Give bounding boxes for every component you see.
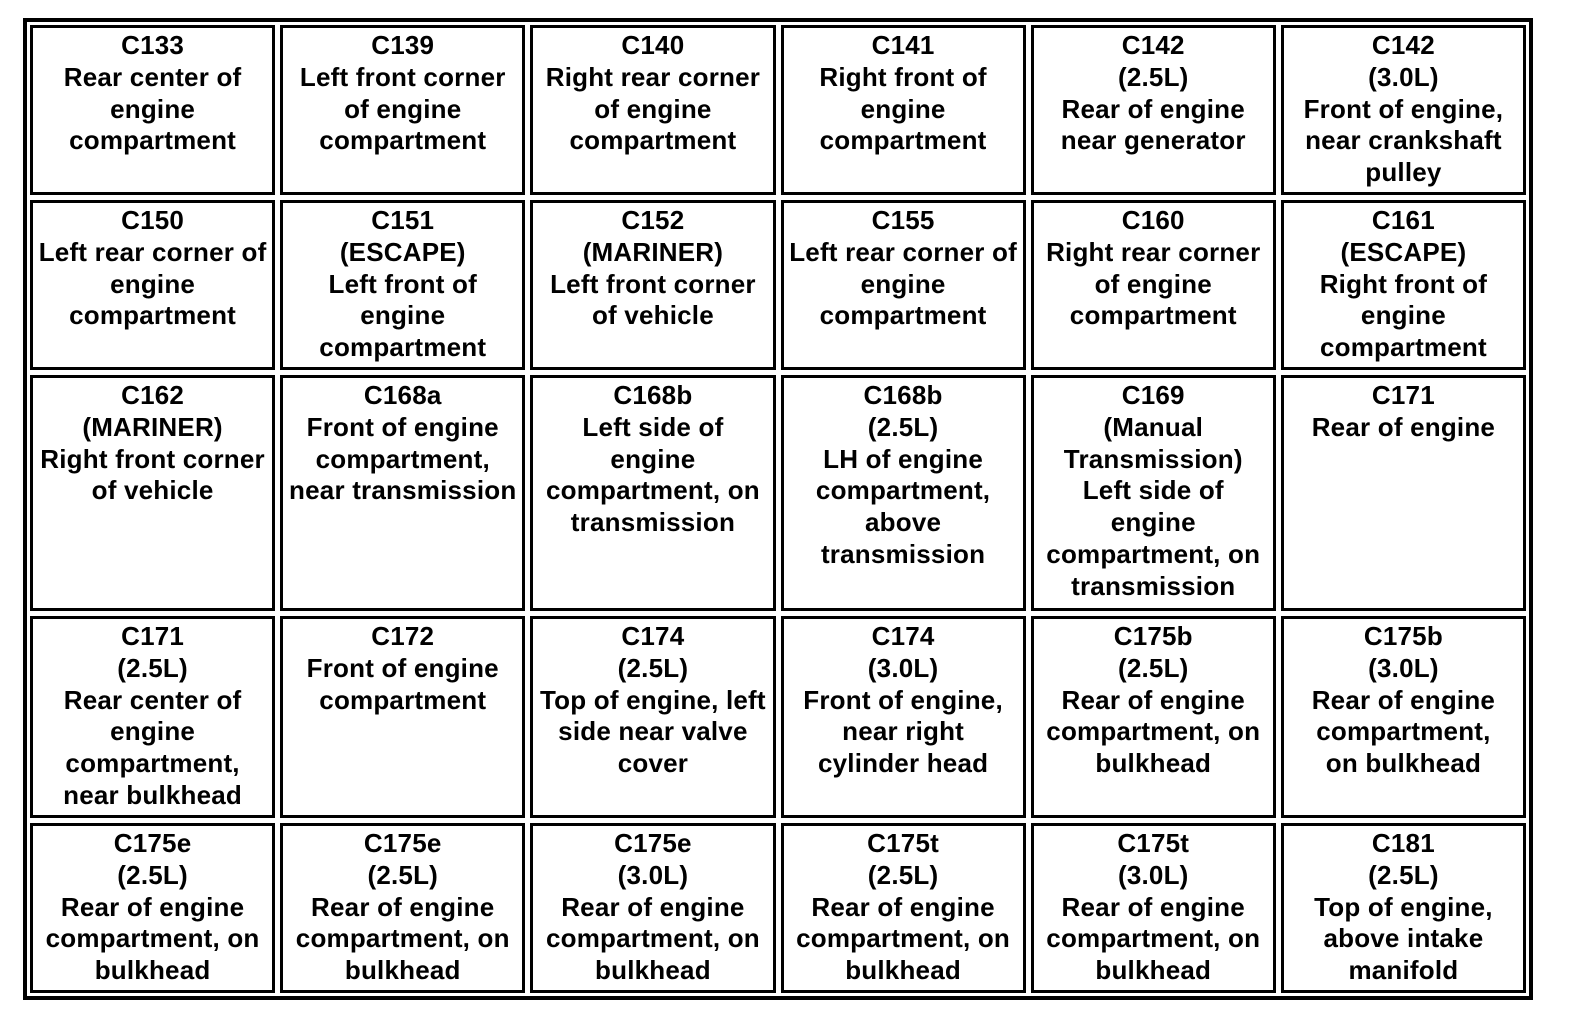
connector-id: C174 (871, 621, 935, 651)
connector-location-line: near crankshaft (1305, 125, 1502, 156)
connector-location-line: bulkhead (94, 955, 211, 986)
connector-location-line: (ESCAPE) (339, 236, 466, 267)
connector-location-line: bulkhead (845, 955, 961, 986)
connector-location-line: compartment (319, 684, 487, 715)
connector-location-line: engine (860, 268, 946, 299)
connector-location-line: (2.5L) (1117, 61, 1189, 92)
connector-cell (781, 616, 1026, 818)
connector-cell (781, 375, 1026, 611)
connector-location-line: Right rear corner (545, 61, 761, 92)
connector-location-line: (3.0L) (617, 859, 689, 890)
connector-location-line: Rear of engine (311, 891, 495, 922)
connector-location-line: Front of engine (306, 652, 499, 683)
connector-id: C139 (371, 30, 435, 60)
connector-cell (1031, 823, 1276, 993)
connector-id: C175e (363, 828, 442, 858)
connector-location-line: side near valve (558, 716, 748, 747)
connector-id: C140 (621, 30, 685, 60)
connector-id: C161 (1371, 205, 1435, 235)
connector-cell (781, 200, 1026, 370)
connector-location-line: Rear of engine (561, 891, 745, 922)
connector-location-line: manifold (1348, 955, 1459, 986)
connector-location-line: (3.0L) (1117, 859, 1189, 890)
connector-cell (30, 200, 275, 370)
connector-location-line: Front of engine, (1303, 93, 1504, 124)
connector-location-line: cylinder head (817, 748, 989, 779)
connector-cell (1281, 375, 1526, 611)
connector-location-line: near right (842, 716, 965, 747)
connector-cell (1281, 823, 1526, 993)
connector-location-line: Right front of (1319, 268, 1488, 299)
connector-location-line: compartment (569, 125, 737, 156)
connector-location-line: compartment (319, 332, 487, 363)
connector-location-line: (2.5L) (117, 859, 188, 890)
connector-location-line: engine (360, 300, 446, 331)
connector-location-line: engine (110, 716, 196, 747)
connector-cell (280, 823, 525, 993)
connector-location-line: Rear of engine (1061, 891, 1245, 922)
connector-location-line: (ESCAPE) (1340, 236, 1467, 267)
connector-location-line: (2.5L) (367, 859, 439, 890)
connector-location-line: Right front corner (40, 443, 265, 474)
connector-cell (30, 25, 275, 195)
connector-location-line: (2.5L) (867, 411, 939, 442)
connector-id: C175b (1113, 621, 1193, 651)
connector-location-line: compartment (319, 125, 487, 156)
connector-location-line: of vehicle (591, 300, 714, 331)
connector-location-line: engine (110, 268, 196, 299)
connector-id: C168a (363, 380, 442, 410)
connector-location-line: bulkhead (1095, 748, 1212, 779)
connector-id: C142 (1371, 30, 1435, 60)
connector-location-line: bulkhead (1095, 955, 1212, 986)
connector-location-line: (3.0L) (867, 652, 939, 683)
connector-location-line: Top of engine, left (540, 684, 766, 715)
connector-cell (30, 375, 275, 611)
connector-cell (781, 823, 1026, 993)
connector-location-line: Rear of engine (1061, 684, 1245, 715)
connector-cell (530, 375, 775, 611)
connector-id: C160 (1121, 205, 1185, 235)
connector-location-line: (2.5L) (117, 652, 188, 683)
connector-location-line: Left front corner (550, 268, 756, 299)
connector-id: C175e (614, 828, 692, 858)
connector-location-line: engine (610, 443, 696, 474)
connector-id: C162 (121, 380, 185, 410)
connector-id: C169 (1121, 380, 1185, 410)
connector-location-line: (2.5L) (1368, 859, 1439, 890)
connector-location-line: (3.0L) (1368, 61, 1439, 92)
connector-location-line: above intake (1323, 923, 1484, 954)
connector-location-line: on bulkhead (1325, 748, 1482, 779)
connector-id: C172 (371, 621, 435, 651)
connector-location-line: (MARINER) (82, 411, 223, 442)
connector-location-line: Rear of engine (811, 891, 995, 922)
connector-id: C171 (121, 621, 185, 651)
connector-location-line: Front of engine, (803, 684, 1003, 715)
connector-cell (280, 25, 525, 195)
connector-id: C151 (371, 205, 435, 235)
connector-location-line: of vehicle (91, 475, 214, 506)
connector-location-line: bulkhead (595, 955, 711, 986)
connector-id: C152 (621, 205, 685, 235)
connector-location-line: transmission (820, 538, 986, 569)
connector-id: C181 (1371, 828, 1435, 858)
connector-cell (30, 823, 275, 993)
connector-location-line: compartment, on (545, 923, 760, 954)
connector-location-line: compartment, (65, 748, 240, 779)
connector-location-line: engine (1360, 300, 1446, 331)
connector-id: C168b (613, 380, 693, 410)
connector-location-line: compartment, (315, 443, 490, 474)
connector-location-line: transmission (570, 507, 736, 538)
connector-id: C175e (113, 828, 192, 858)
connector-cell (1281, 25, 1526, 195)
connector-id: C168b (863, 380, 943, 410)
connector-location-line: engine (110, 93, 196, 124)
connector-location-line: compartment, on (1046, 716, 1261, 747)
connector-id: C133 (121, 30, 185, 60)
connector-grid (30, 25, 1526, 993)
connector-location-line: compartment, on (545, 475, 760, 506)
connector-location-line: Rear of engine (1311, 684, 1496, 715)
connector-location-line: Rear of engine (60, 891, 245, 922)
connector-location-line: compartment (1069, 300, 1237, 331)
connector-location-line: (2.5L) (1117, 652, 1189, 683)
connector-cell (280, 375, 525, 611)
connector-cell (1031, 616, 1276, 818)
connector-location-line: above (865, 507, 942, 538)
connector-location-line: (3.0L) (1368, 652, 1439, 683)
connector-location-line: compartment (69, 125, 237, 156)
connector-location-line: of engine (594, 93, 712, 124)
connector-location-line: Left rear corner of (789, 236, 1017, 267)
connector-location-line: transmission (1071, 570, 1236, 601)
connector-location-line: compartment, on (1046, 538, 1261, 569)
connector-location-table (23, 18, 1533, 1000)
connector-location-line: of engine (1094, 268, 1212, 299)
connector-id: C155 (871, 205, 935, 235)
connector-location-line: Left front of (328, 268, 477, 299)
connector-cell (1031, 375, 1276, 611)
connector-id: C141 (871, 30, 935, 60)
connector-location-line: Top of engine, (1314, 891, 1493, 922)
connector-cell (30, 616, 275, 818)
connector-location-line: Right front of (819, 61, 987, 92)
connector-location-line: Left side of (582, 411, 724, 442)
connector-location-line: (MARINER) (582, 236, 724, 267)
connector-location-line: Rear center of (63, 61, 242, 92)
connector-cell (280, 616, 525, 818)
connector-location-line: engine (1110, 507, 1196, 538)
connector-id: C175b (1363, 621, 1443, 651)
connector-location-line: near bulkhead (63, 779, 243, 810)
connector-location-line: near generator (1060, 125, 1246, 156)
connector-location-line: (2.5L) (617, 652, 689, 683)
connector-location-line: Left side of (1082, 475, 1224, 506)
connector-location-line: compartment, on (1046, 923, 1261, 954)
connector-id: C171 (1371, 380, 1435, 410)
connector-cell (1031, 25, 1276, 195)
connector-id: C150 (121, 205, 185, 235)
connector-location-line: Front of engine (306, 411, 499, 442)
connector-cell (530, 823, 775, 993)
connector-cell (1281, 616, 1526, 818)
connector-location-line: (2.5L) (867, 859, 939, 890)
connector-cell (781, 25, 1026, 195)
connector-cell (530, 25, 775, 195)
connector-cell (1281, 200, 1526, 370)
connector-location-line: Transmission) (1063, 443, 1243, 474)
connector-id: C174 (621, 621, 685, 651)
connector-location-line: of engine (344, 93, 462, 124)
connector-location-line: compartment (819, 125, 987, 156)
connector-location-line: near transmission (289, 475, 517, 506)
connector-cell (1031, 200, 1276, 370)
connector-location-line: engine (860, 93, 946, 124)
connector-location-line: compartment, on (45, 923, 260, 954)
connector-location-line: compartment, on (295, 923, 510, 954)
connector-location-line: Left rear corner of (38, 236, 267, 267)
connector-location-line: Right rear corner (1046, 236, 1261, 267)
connector-location-line: Rear of engine (1311, 411, 1496, 442)
connector-location-line: compartment, (815, 475, 991, 506)
connector-cell (530, 616, 775, 818)
connector-location-line: compartment, on (796, 923, 1011, 954)
connector-location-line: compartment, (1316, 716, 1491, 747)
connector-id: C142 (1121, 30, 1185, 60)
connector-location-line: Rear center of (63, 684, 242, 715)
connector-location-line: compartment (69, 300, 237, 331)
connector-location-line: (Manual (1103, 411, 1204, 442)
connector-location-line: bulkhead (344, 955, 461, 986)
connector-location-line: cover (617, 748, 689, 779)
connector-location-line: Rear of engine (1061, 93, 1245, 124)
connector-cell (280, 200, 525, 370)
connector-location-line: pulley (1365, 157, 1442, 188)
connector-location-line: Left front corner (299, 61, 506, 92)
connector-id: C175t (1117, 828, 1190, 858)
connector-id: C175t (867, 828, 939, 858)
connector-location-line: compartment (819, 300, 987, 331)
connector-cell (530, 200, 775, 370)
connector-location-line: LH of engine (823, 443, 983, 474)
connector-location-line: compartment (1319, 332, 1487, 363)
